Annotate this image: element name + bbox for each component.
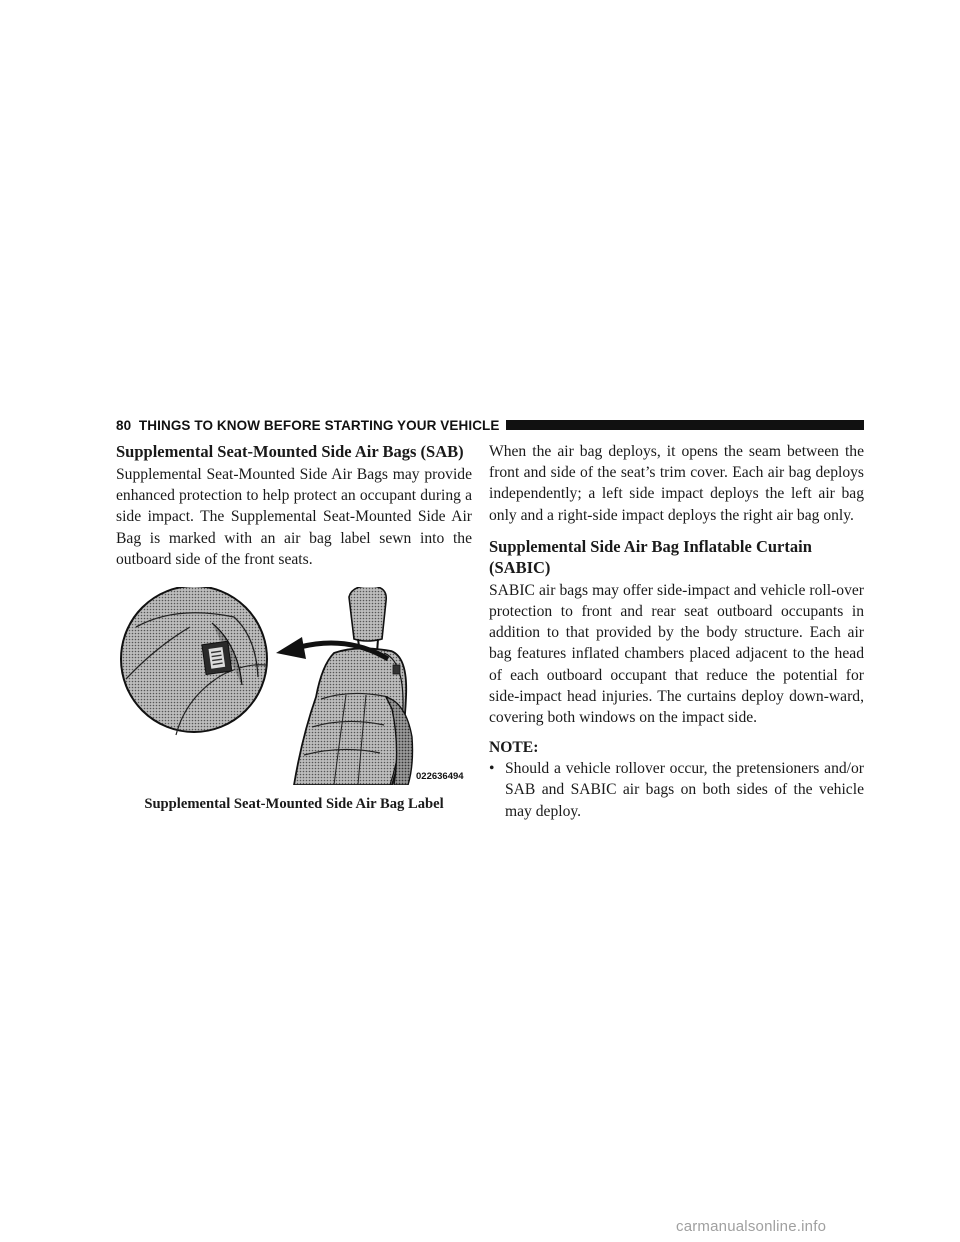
left-column — [116, 441, 472, 813]
figure-code: 022636494 — [416, 771, 464, 783]
watermark: carmanualsonline.info — [676, 1218, 827, 1235]
sab-heading: Supplemental Seat-Mounted Side Air Bags (SAB) — [116, 442, 464, 461]
deploy-paragraph: When the air bag deploys, it opens the seam between the front and side of the seat’s trim cover. Each air bag deploys independently; a left side impact deploys the left air bag only and a right-side impact deploys the right air bag only. — [489, 443, 864, 524]
bullet-dot: • — [489, 760, 495, 778]
header-text — [116, 418, 506, 433]
page-number: 80 — [116, 417, 132, 433]
right-column — [489, 441, 864, 822]
note-bullet — [489, 758, 864, 822]
running-header — [116, 417, 864, 433]
bullet-text: Should a vehicle rollover occur, the pretensioners and/or SAB and SABIC air bags on both sides of the vehicle may deploy. — [505, 760, 864, 820]
seat-illustration — [116, 587, 472, 785]
note-label: NOTE: — [489, 739, 539, 757]
sabic-heading: Supplemental Side Air Bag Inflatable Curtain (SABIC) — [489, 536, 812, 577]
sab-paragraph: Supplemental Seat-Mounted Side Air Bags may provide enhanced protection to help protect an occupant during a side impact. The Supplemental Seat-Mounted Side Air Bag is marked with an air bag label sewn into the outboard side of the front seats. — [116, 466, 472, 568]
seat-airbag-figure — [116, 587, 472, 785]
header-rule — [506, 420, 865, 430]
section-title: THINGS TO KNOW BEFORE STARTING YOUR VEHICLE — [138, 417, 500, 433]
figure-caption: Supplemental Seat-Mounted Side Air Bag Label — [144, 796, 444, 813]
sabic-paragraph: SABIC air bags may offer side-impact and vehicle roll-over protection to front and rear seat outboard occupants in addition to that provided by the body structure. Each air bag features inflated chambers placed adjacent to the head of each outboard occupant that reduce the potential for side-impact head injuries. The curtains deploy down-ward, covering both windows on the impact side. — [489, 581, 864, 727]
